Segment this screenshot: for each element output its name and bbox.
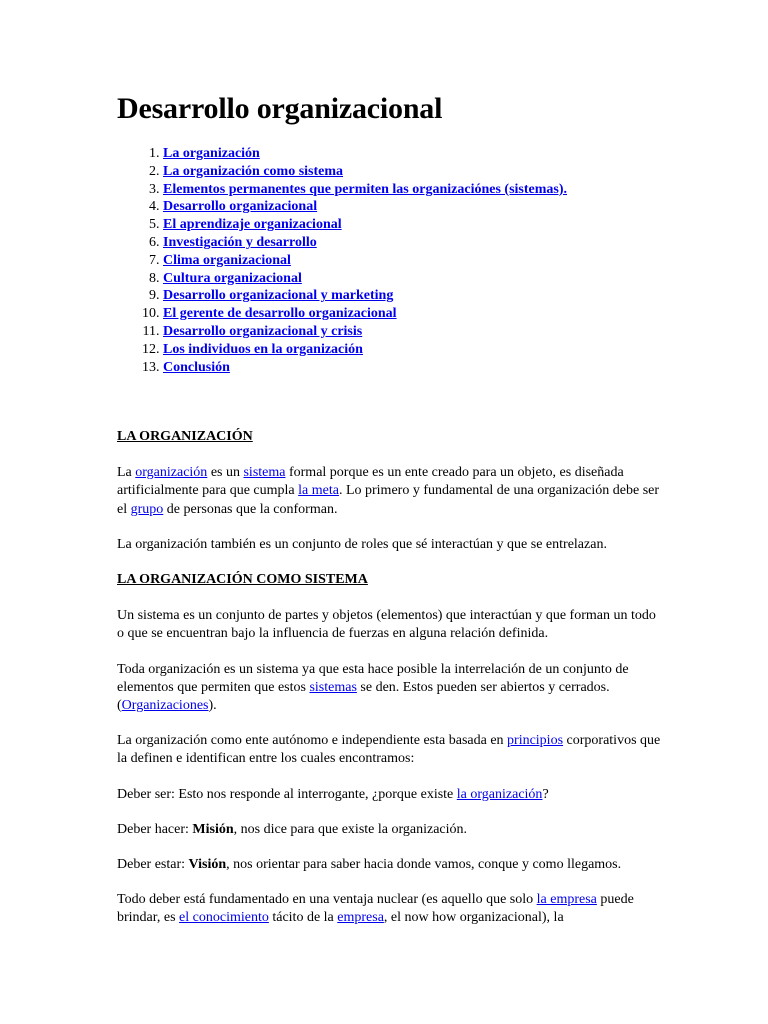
paragraph: Un sistema es un conjunto de partes y objetos (elementos) que interactúan y que forman un todo o que se encuentran bajo la influencia de fuerzas en alguna relación definida. [117, 608, 656, 642]
link-organizaciones[interactable]: Organizaciones [121, 698, 209, 714]
text: es un [207, 465, 244, 481]
toc-item [163, 181, 567, 199]
paragraph [117, 786, 662, 804]
text: formal porque es un ente creado para un objeto, es diseñada artificialmente para que cumpla [117, 465, 624, 499]
toc-item [163, 323, 567, 341]
paragraph [117, 464, 662, 519]
bold-term-mision: Misión [192, 821, 234, 837]
text: , nos dice para que existe la organización. [233, 821, 468, 837]
link-la-organizacion[interactable]: la organización [456, 786, 543, 802]
toc-link-elementos-permanentes[interactable]: Elementos permanentes que permiten las organizaciónes (sistemas). [163, 181, 568, 197]
page-title: Desarrollo organizacional [117, 92, 443, 125]
text: La organización como ente autónomo e independiente esta basada en [117, 733, 508, 749]
text: Deber estar: [117, 857, 189, 873]
paragraph [117, 661, 662, 716]
toc-item [163, 163, 567, 181]
toc-link-cultura-organizacional[interactable]: Cultura organizacional [163, 270, 302, 286]
toc-item [163, 359, 567, 377]
document-body [117, 428, 662, 945]
section-heading-la-organizacion: LA ORGANIZACIÓN [117, 429, 253, 444]
paragraph [117, 821, 662, 839]
toc-item [163, 216, 567, 234]
toc-link-organizacion-como-sistema[interactable]: La organización como sistema [163, 163, 344, 179]
text: Toda organización es un sistema ya que esta hace posible la interrelación de un conjunto de elementos que permiten que estos [117, 661, 629, 695]
link-empresa[interactable]: empresa [337, 910, 384, 926]
section-heading-organizacion-como-sistema: LA ORGANIZACIÓN COMO SISTEMA [117, 572, 368, 588]
toc-link-conclusion[interactable]: Conclusión [163, 359, 230, 375]
text: se den. Estos pueden ser abiertos y cerrados.( [117, 679, 610, 714]
toc-link-individuos[interactable]: Los individuos en la organización [163, 341, 363, 357]
link-el-conocimiento[interactable]: el conocimiento [179, 910, 269, 926]
paragraph [117, 732, 662, 768]
toc-link-clima-organizacional[interactable]: Clima organizacional [163, 252, 291, 268]
toc-item [163, 198, 567, 216]
text: La [117, 465, 136, 481]
text: corporativos que la definen e identifican entre los cuales encontramos: [117, 733, 661, 767]
link-principios[interactable]: principios [507, 733, 564, 749]
text: puede brindar, es [117, 892, 634, 926]
text: tácito de la [268, 910, 338, 926]
text: , el now how organizacional), la [383, 910, 564, 926]
toc-link-investigacion-desarrollo[interactable]: Investigación y desarrollo [163, 234, 317, 250]
text: de personas que la conforman. [163, 501, 338, 517]
toc-link-desarrollo-marketing[interactable]: Desarrollo organizacional y marketing [163, 288, 394, 304]
paragraph: La organización también es un conjunto de roles que sé interactúan y que se entrelazan. [117, 536, 607, 552]
link-grupo[interactable]: grupo [130, 501, 164, 517]
toc-item [163, 270, 567, 288]
toc-item [163, 341, 567, 359]
toc-item [163, 234, 567, 252]
text: , nos orientar para saber hacia donde vamos, conque y como llegamos. [226, 857, 622, 873]
paragraph [117, 856, 662, 874]
toc-item [163, 252, 567, 270]
text: Deber ser: Esto nos responde al interrogante, ¿porque existe [117, 786, 457, 802]
paragraph [117, 891, 662, 927]
toc-item [163, 305, 567, 323]
text: . Lo primero y fundamental de una organización debe ser el [117, 483, 660, 517]
text: ? [542, 786, 549, 802]
toc-link-desarrollo-crisis[interactable]: Desarrollo organizacional y crisis [163, 323, 363, 339]
text: Deber hacer: [117, 821, 193, 837]
bold-term-vision: Visión [188, 857, 227, 873]
toc-link-gerente-desarrollo[interactable]: El gerente de desarrollo organizacional [163, 306, 397, 322]
link-organizacion[interactable]: organización [135, 465, 208, 481]
text: ). [208, 698, 217, 714]
text: Todo deber está fundamentado en una ventaja nuclear (es aquello que solo [117, 892, 537, 908]
toc-item [163, 287, 567, 305]
toc-link-la-organizacion[interactable]: La organización [163, 146, 260, 161]
link-la-empresa[interactable]: la empresa [536, 892, 597, 908]
table-of-contents [117, 145, 567, 376]
toc-link-aprendizaje-organizacional[interactable]: El aprendizaje organizacional [163, 217, 342, 233]
toc-item [163, 145, 567, 163]
toc-link-desarrollo-organizacional[interactable]: Desarrollo organizacional [163, 199, 318, 215]
link-sistemas[interactable]: sistemas [309, 679, 357, 695]
link-sistema[interactable]: sistema [243, 465, 286, 481]
link-la-meta[interactable]: la meta [298, 483, 339, 499]
